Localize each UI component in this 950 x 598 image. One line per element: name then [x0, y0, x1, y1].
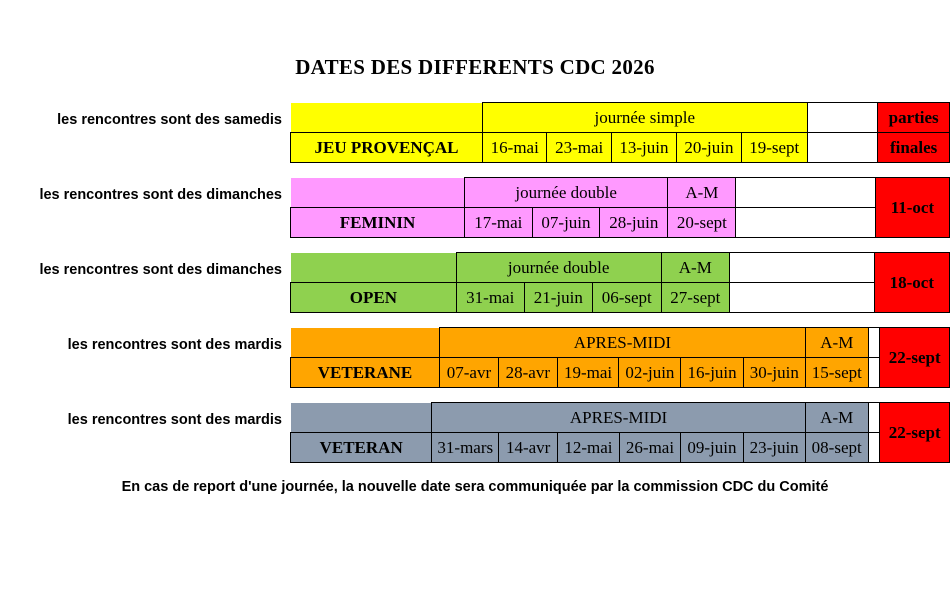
- date-cell: 31-mai: [456, 283, 524, 313]
- date-cell: 27-sept: [661, 283, 730, 313]
- final-date: 18-oct: [874, 253, 949, 313]
- empty-cell: [730, 253, 875, 283]
- header-am: A-M: [805, 328, 868, 358]
- date-cell: 31-mars: [432, 433, 499, 463]
- table-row-dates: [291, 358, 950, 388]
- block-caption: les rencontres sont des mardis: [67, 412, 282, 428]
- date-cell: 16-mai: [483, 133, 547, 163]
- cdc-block-open: [0, 252, 950, 313]
- header-journee: APRES-MIDI: [440, 328, 806, 358]
- final-date: 22-sept: [880, 403, 950, 463]
- cdc-block-jeu-provencal: [0, 102, 950, 163]
- date-cell: 28-juin: [600, 208, 668, 238]
- date-cell: 20-sept: [668, 208, 736, 238]
- date-cell: 15-sept: [805, 358, 868, 388]
- block-grid: [290, 102, 950, 163]
- spacer-cell: [868, 403, 880, 433]
- date-cell: 07-juin: [532, 208, 600, 238]
- table-row-header: [291, 178, 950, 208]
- table-row-header: [291, 403, 950, 433]
- schedule-table: [290, 102, 950, 163]
- cdc-blocks: [0, 102, 950, 463]
- date-cell: 20-juin: [676, 133, 741, 163]
- discipline-label: FEMININ: [291, 208, 465, 238]
- block-grid: [290, 327, 950, 388]
- footnote: En cas de report d'une journée, la nouvelle date sera communiquée par la commission CDC du Comité: [121, 479, 829, 495]
- empty-cell: [807, 133, 878, 163]
- spacer-cell: [868, 328, 880, 358]
- table-row-dates: [291, 133, 950, 163]
- empty-cell: [736, 208, 875, 238]
- final-date: 11-oct: [875, 178, 949, 238]
- block-caption: les rencontres sont des samedis: [57, 112, 282, 128]
- table-row-dates: [291, 433, 950, 463]
- page-title: DATES DES DIFFERENTS CDC 2026: [295, 55, 655, 79]
- header-am: A-M: [661, 253, 730, 283]
- date-cell: 28-avr: [498, 358, 557, 388]
- date-cell: 26-mai: [619, 433, 681, 463]
- header-am: A-M: [805, 403, 868, 433]
- block-grid: [290, 252, 950, 313]
- cdc-block-feminin: [0, 177, 950, 238]
- schedule-table: [290, 402, 950, 463]
- date-cell: 13-juin: [611, 133, 676, 163]
- date-cell: 17-mai: [465, 208, 532, 238]
- schedule-table: [290, 177, 950, 238]
- date-cell: 06-sept: [592, 283, 661, 313]
- block-grid: [290, 177, 950, 238]
- block-caption: les rencontres sont des mardis: [67, 337, 282, 353]
- block-grid: [290, 402, 950, 463]
- schedule-table: [290, 327, 950, 388]
- header-journee: journée simple: [483, 103, 808, 133]
- spacer-cell: [868, 433, 880, 463]
- final-date: 22-sept: [880, 328, 950, 388]
- final-header-2: finales: [878, 133, 950, 163]
- document-body: [0, 55, 950, 495]
- table-row-dates: [291, 208, 950, 238]
- table-row-header: [291, 103, 950, 133]
- date-cell: 08-sept: [805, 433, 868, 463]
- table-row-header: [291, 328, 950, 358]
- date-cell: 23-mai: [547, 133, 611, 163]
- discipline-label: OPEN: [291, 283, 457, 313]
- empty-cell: [730, 283, 875, 313]
- discipline-label: VETERAN: [291, 433, 432, 463]
- date-cell: 30-juin: [743, 358, 805, 388]
- schedule-table: [290, 252, 950, 313]
- discipline-label: VETERANE: [291, 358, 440, 388]
- cdc-block-veteran: [0, 402, 950, 463]
- date-cell: 21-juin: [524, 283, 592, 313]
- cdc-block-veterane: [0, 327, 950, 388]
- date-cell: 12-mai: [558, 433, 620, 463]
- empty-cell: [736, 178, 875, 208]
- block-caption: les rencontres sont des dimanches: [39, 262, 282, 278]
- final-header: parties: [878, 103, 950, 133]
- header-journee: journée double: [465, 178, 668, 208]
- header-am: A-M: [668, 178, 736, 208]
- table-row-header: [291, 253, 950, 283]
- date-cell: 02-juin: [619, 358, 681, 388]
- discipline-label: JEU PROVENÇAL: [291, 133, 483, 163]
- date-cell: 09-juin: [681, 433, 743, 463]
- date-cell: 19-sept: [741, 133, 807, 163]
- table-row-dates: [291, 283, 950, 313]
- date-cell: 07-avr: [440, 358, 499, 388]
- date-cell: 19-mai: [557, 358, 619, 388]
- date-cell: 16-juin: [681, 358, 743, 388]
- empty-cell: [807, 103, 878, 133]
- date-cell: 23-juin: [743, 433, 805, 463]
- block-caption: les rencontres sont des dimanches: [39, 187, 282, 203]
- spacer-cell: [868, 358, 880, 388]
- header-journee: journée double: [456, 253, 661, 283]
- header-journee: APRES-MIDI: [432, 403, 805, 433]
- date-cell: 14-avr: [499, 433, 558, 463]
